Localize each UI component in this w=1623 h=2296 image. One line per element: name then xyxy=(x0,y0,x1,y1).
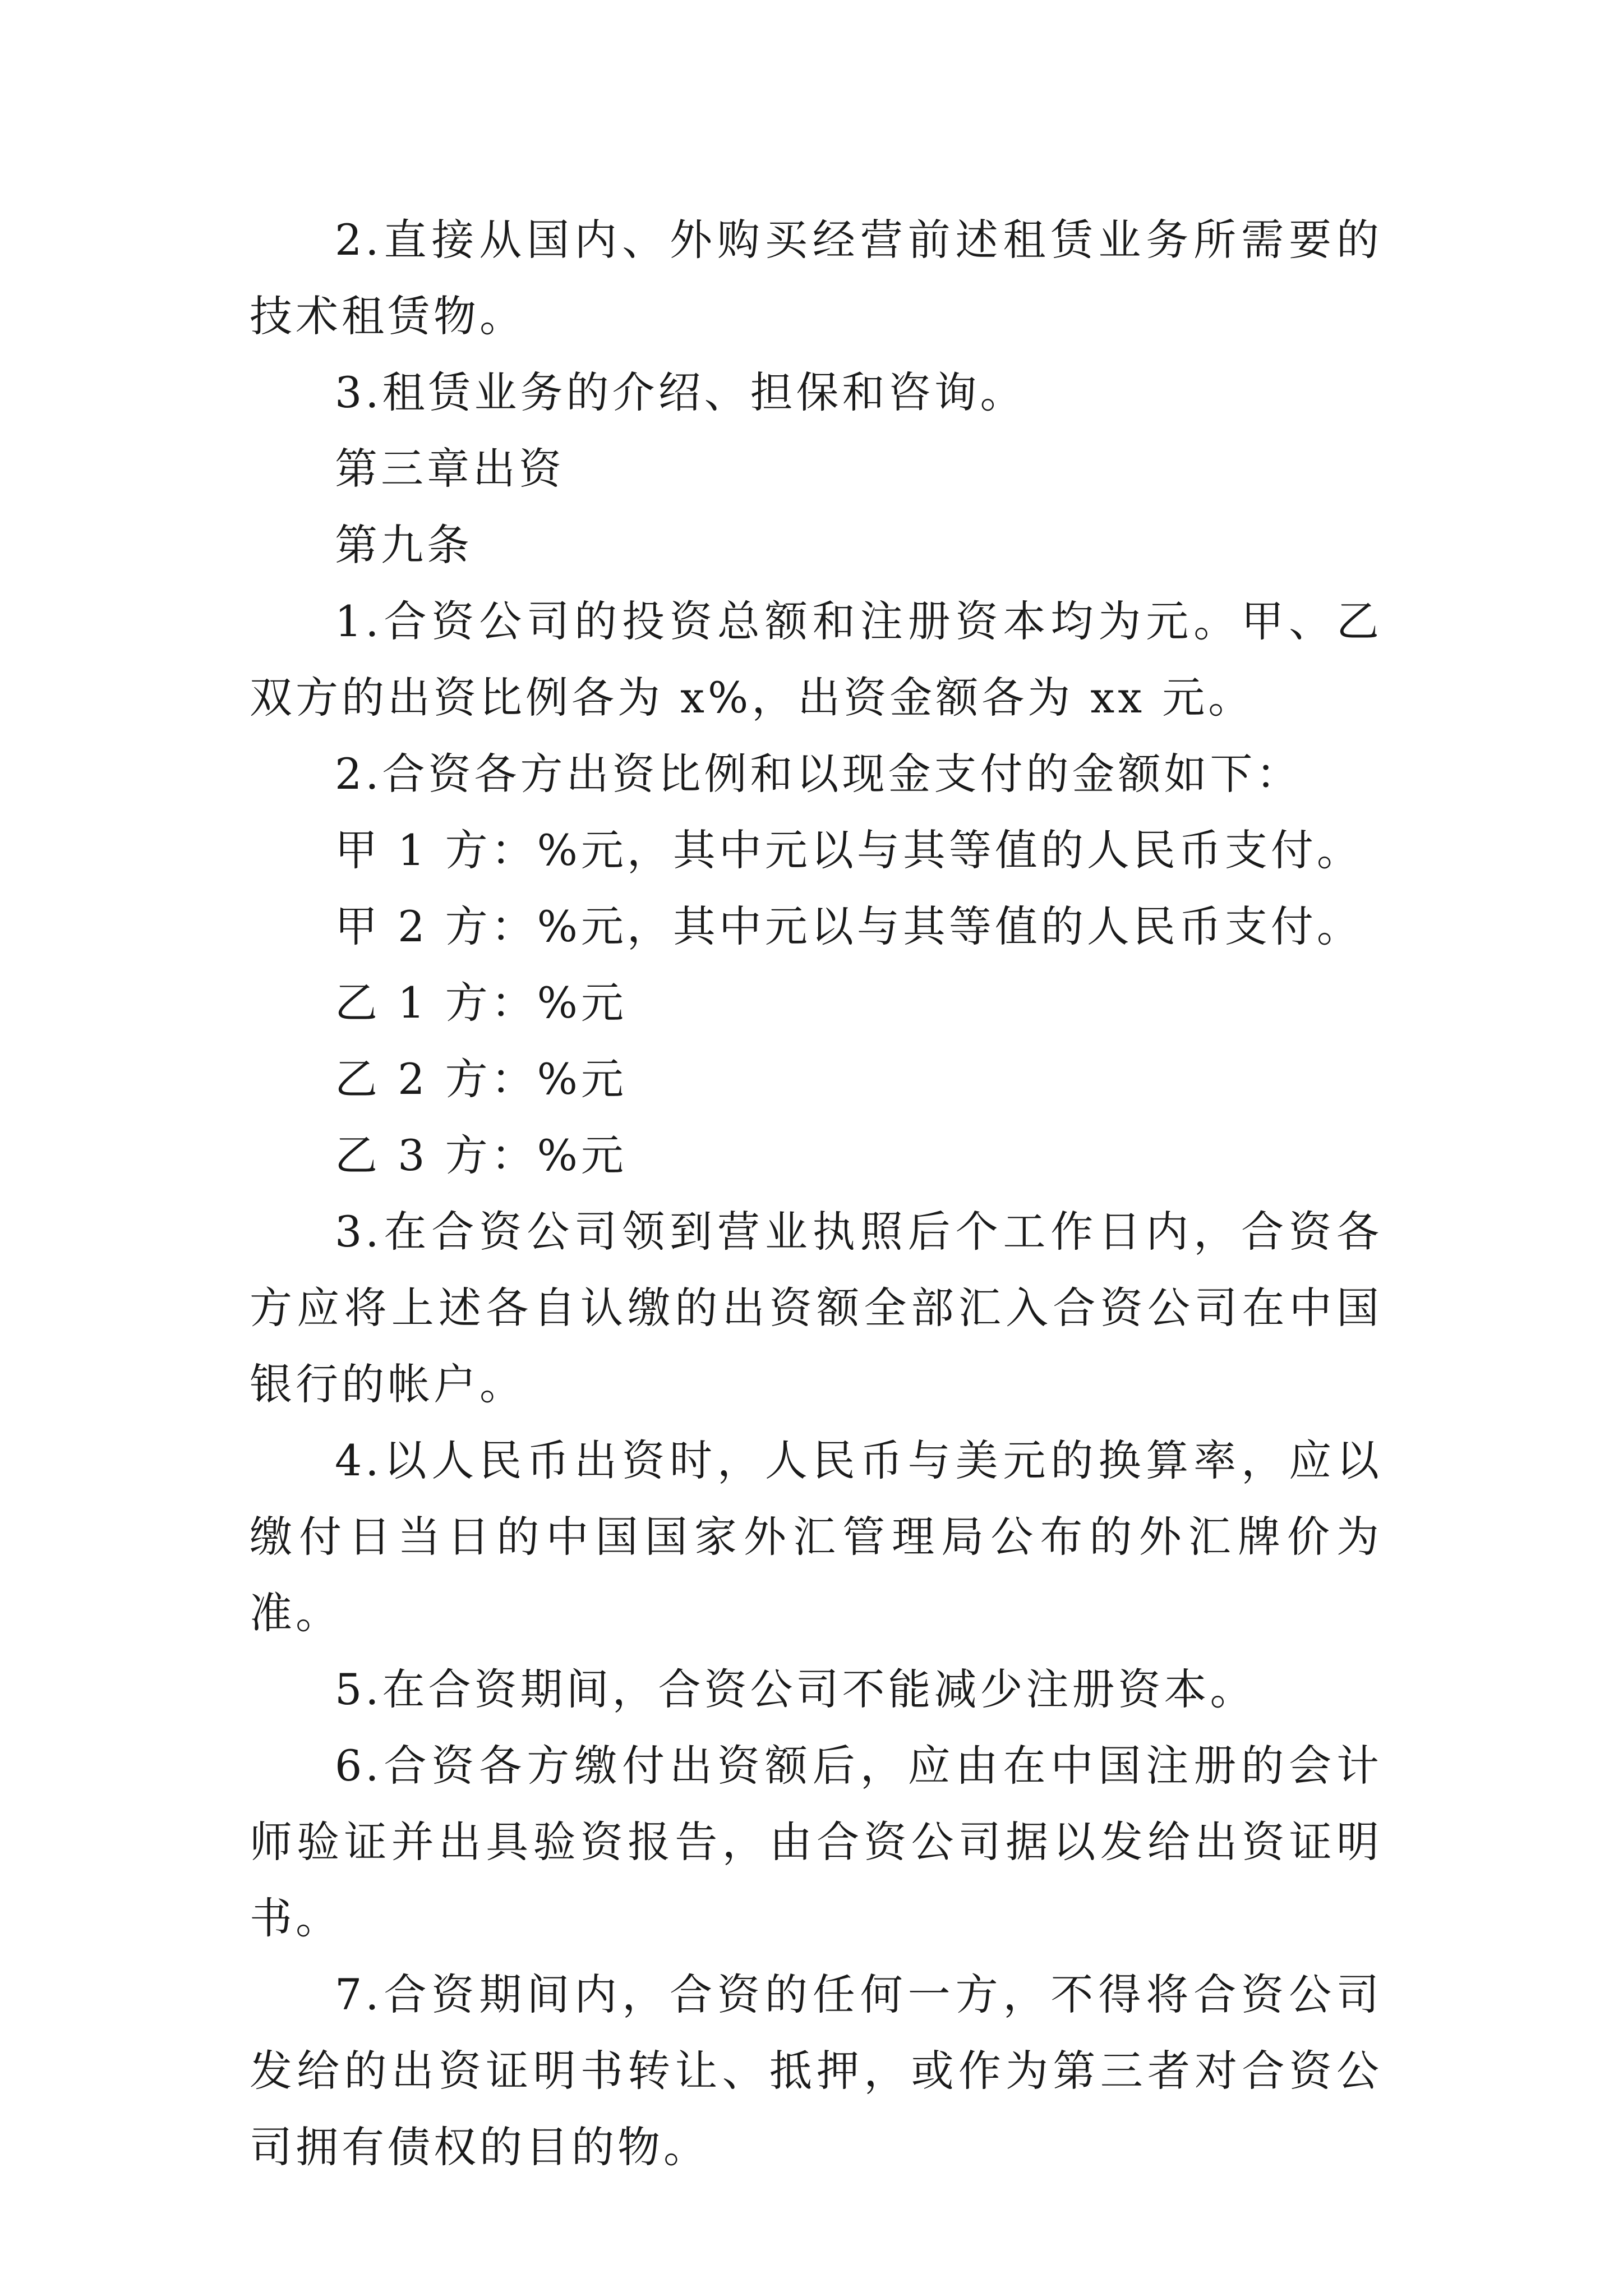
paragraph-clause-4: 4.以人民币出资时，人民币与美元的换算率，应以缴付日当日的中国国家外汇管理局公布的外汇牌价为准。 xyxy=(250,1435,1382,1638)
document-body xyxy=(250,202,1382,2185)
paragraph-item-2: 2.直接从国内、外购买经营前述租赁业务所需要的技术租赁物。 xyxy=(250,215,1382,341)
paragraph-clause-6: 6.合资各方缴付出资额后，应由在中国注册的会计师验证并出具验资报告，由合资公司据以发给出资证明书。 xyxy=(250,1741,1382,1943)
paragraph-clause-1: 1.合资公司的投资总额和注册资本均为元。甲、乙双方的出资比例各为 x%，出资金额各为 xx 元。 xyxy=(250,596,1382,723)
chapter-heading: 第三章出资 xyxy=(335,444,565,494)
party-yi-2-line: 乙 2 方：%元 xyxy=(335,1054,627,1104)
paragraph-clause-3: 3.在合资公司领到营业执照后个工作日内，合资各方应将上述各自认缴的出资额全部汇入合资公司在中国银行的帐户。 xyxy=(250,1207,1382,1409)
paragraph-item-3: 3.租赁业务的介绍、担保和咨询。 xyxy=(335,367,1026,417)
article-heading: 第九条 xyxy=(335,520,473,570)
party-yi-1-line: 乙 1 方：%元 xyxy=(335,978,627,1028)
party-jia-2-line: 甲 2 方：%元，其中元以与其等值的人民币支付。 xyxy=(335,901,1363,951)
paragraph-clause-7: 7.合资期间内，合资的任何一方，不得将合资公司发给的出资证明书转让、抵押，或作为第三者对合资公司拥有债权的目的物。 xyxy=(250,1970,1382,2172)
paragraph-clause-2: 2.合资各方出资比例和以现金支付的金额如下： xyxy=(335,749,1302,799)
paragraph-clause-5: 5.在合资期间，合资公司不能减少注册资本。 xyxy=(335,1664,1256,1714)
party-yi-3-line: 乙 3 方：%元 xyxy=(335,1130,627,1180)
party-jia-1-line: 甲 1 方：%元，其中元以与其等值的人民币支付。 xyxy=(335,825,1363,875)
